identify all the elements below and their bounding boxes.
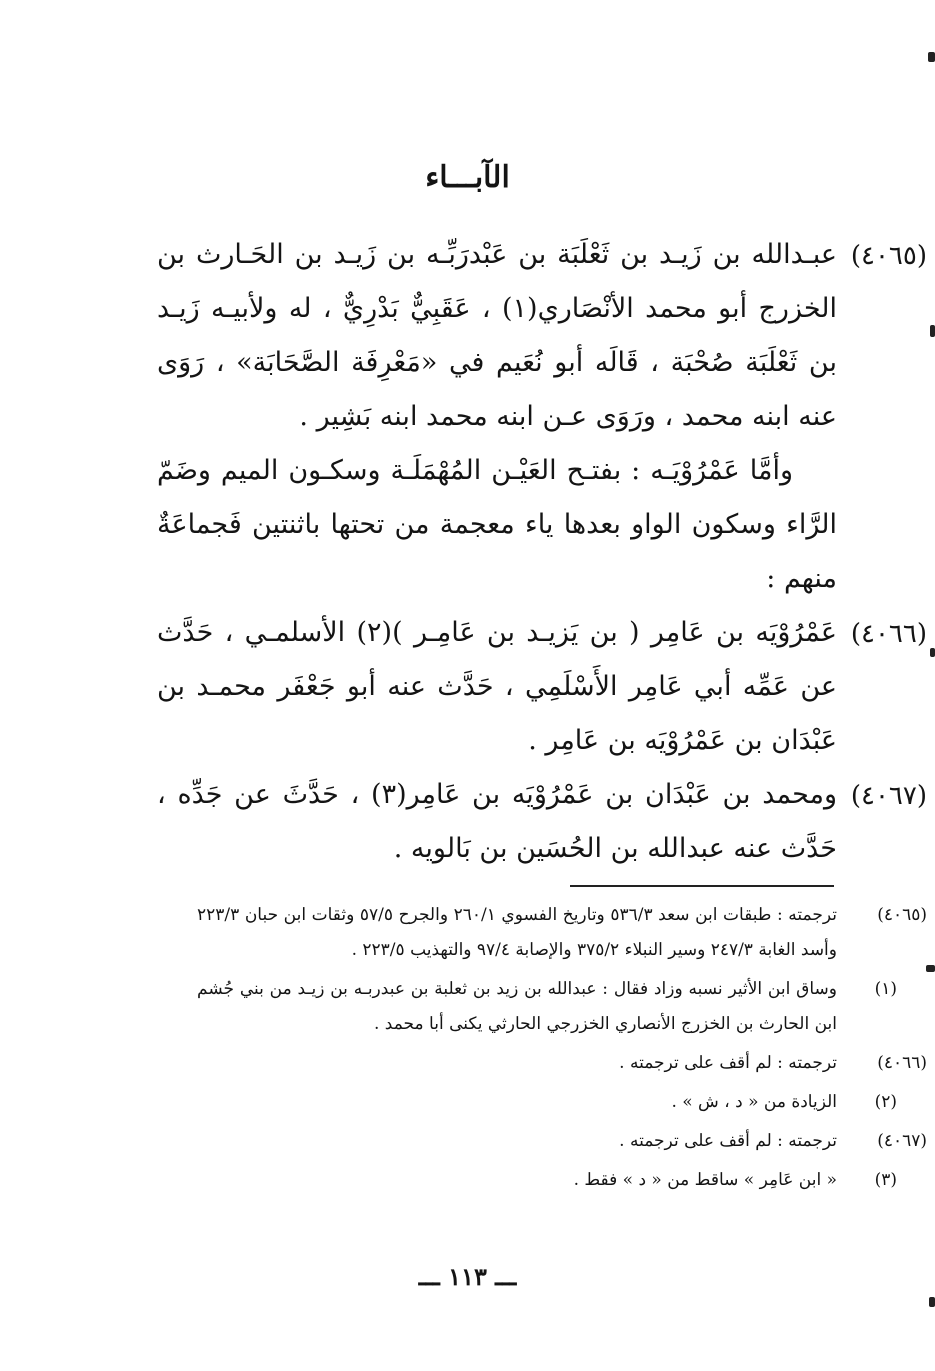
footnote — [197, 898, 927, 968]
footnote-number: (١) — [874, 979, 897, 999]
scan-edge-mark — [928, 52, 935, 62]
footnote — [197, 1163, 897, 1198]
page-title: الآبـــاء — [425, 160, 510, 195]
footnote-text: ترجمته : لم أقف على ترجمته . — [619, 1053, 837, 1073]
footnote — [197, 972, 897, 1042]
entry-text: عبـدالله بن زَيـد بن ثَعْلَبَة بن عَبْدرَبِّـه بن زَيـد بن الحَـارث بن الخزرج أبو محمد الأنْصَاري(١) ، عَقَبِيٌّ بَدْرِيٌّ ، له ولأبيـه زَيـد بن ثَعْلَبَة صُحْبَة ، قَالَه أبو نُعَيم في «مَعْرِفَة الصَّحَابَة» ، رَوَى عنه ابنه محمد ، ورَوَى عـن ابنه محمد ابنه بَشِير . — [157, 239, 837, 432]
main-text — [157, 228, 927, 876]
footnote-number: (٢) — [874, 1092, 897, 1112]
footnote-divider — [570, 885, 834, 887]
scan-edge-mark — [929, 1297, 935, 1307]
scan-edge-mark — [930, 648, 935, 657]
paragraph-amruyah: وأمَّا عَمْرُوْيَـه : بفتـح العَيْـن المُهْمَلَـة وسكـون الميم وضَمّ الرَّاء وسكون الواو بعدها ياء معجمة من تحتها باثنتين فَجماعَةٌ منهم : — [157, 455, 837, 594]
entry-4065 — [157, 228, 927, 444]
page-number: ـــ ١١٣ ـــ — [418, 1262, 517, 1291]
entry-text: عَمْرُوْيَه بن عَامِر ( بن يَزيـد بن عَامِـر )(٢) الأسلمـي ، حَدَّث عن عَمِّه أبي عَامِر الأَسْلَمِي ، حَدَّث عنه أبو جَعْفَر محمـد بن عَبْدَان بن عَمْرُوْيَه بن عَامِر . — [157, 617, 837, 756]
scan-edge-mark — [930, 325, 935, 337]
footnote — [197, 1085, 897, 1120]
footnotes — [197, 898, 927, 1202]
footnote-text: وساق ابن الأثير نسبه وزاد فقال : عبدالله بن زيد بن ثعلبة بن عبدربـه بن زيـد من بني جُشم ابن الحارث بن الخزرج الأنصاري الخزرجي الحارثي يكنى أبا محمد . — [197, 979, 837, 1034]
footnote — [197, 1124, 927, 1159]
footnote — [197, 1046, 927, 1081]
scan-edge-mark — [926, 965, 935, 972]
footnote-number: (٤٠٦٥) — [877, 905, 927, 925]
entry-number: (٤٠٦٦) — [850, 619, 927, 649]
entry-text: ومحمد بن عَبْدَان بن عَمْرُوْيَه بن عَامِر(٣) ، حَدَّثَ عن جَدِّه ، حَدَّث عنه عبدالله بن الحُسَين بن بَالويه . — [157, 779, 838, 864]
footnote-text: الزيادة من « د ، ش » . — [671, 1092, 837, 1112]
entry-4067 — [157, 768, 927, 876]
footnote-text: ترجمته : طبقات ابن سعد ٥٣٦/٣ وتاريخ الفسوي ٢٦٠/١ والجرح ٥٧/٥ وثقات ابن حبان ٢٢٣/٣ وأسد الغابة ٢٤٧/٣ وسير النبلاء ٣٧٥/٢ والإصابة ٩٧/٤ والتهذيب ٢٢٣/٥ . — [197, 905, 837, 960]
footnote-number: (٤٠٦٦) — [877, 1053, 927, 1073]
footnote-text: « ابن عَامِر » ساقط من « د » فقط . — [573, 1170, 837, 1190]
footnote-number: (٤٠٦٧) — [877, 1131, 927, 1151]
entry-4066 — [157, 606, 927, 768]
footnote-text: ترجمته : لم أقف على ترجمته . — [619, 1131, 837, 1151]
footnote-number: (٣) — [874, 1170, 897, 1190]
entry-number: (٤٠٦٧) — [850, 781, 927, 811]
entry-number: (٤٠٦٥) — [850, 241, 927, 271]
